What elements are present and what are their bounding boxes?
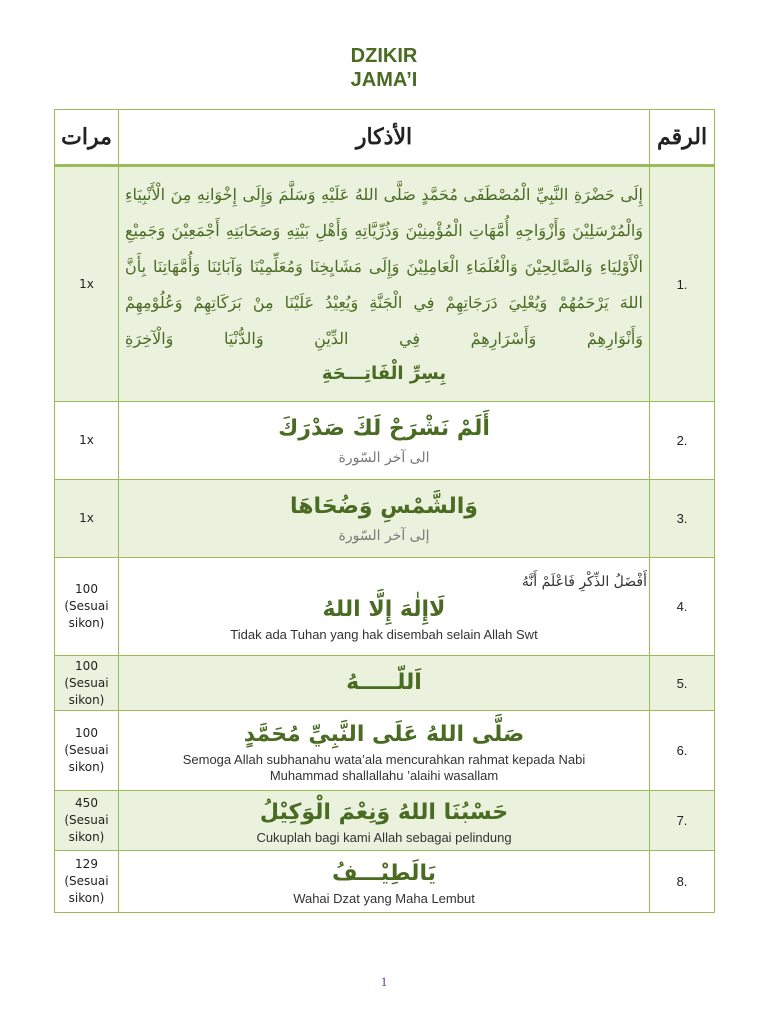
row-dhikr — [119, 656, 650, 711]
row-translation-line-1: Semoga Allah subhanahu wata’ala mencurahkan rahmat kepada Nabi — [182, 751, 586, 767]
row-dhikr — [119, 480, 650, 558]
row-count — [55, 711, 119, 791]
title-line-1: DZIKIR — [350, 45, 418, 67]
count-note: sikon) — [68, 891, 105, 905]
row-translation: Wahai Dzat yang Maha Lembut — [293, 890, 475, 906]
table-row — [55, 166, 715, 402]
count-note: (Sesuai — [64, 813, 109, 827]
row-dhikr — [119, 791, 650, 851]
row-arabic-main: وَالشَّمْسِ وَضُحَاهَا — [290, 493, 478, 519]
row-translation: Tidak ada Tuhan yang hak disembah selain Allah Swt — [230, 626, 538, 642]
row-arabic-main: أَلَمْ نَشْرَحْ لَكَ صَدْرَكَ — [278, 415, 490, 441]
table-row — [55, 402, 715, 480]
document-title — [0, 44, 768, 92]
row-count: 1x — [55, 480, 119, 558]
row-dhikr — [119, 166, 650, 402]
row-dhikr — [119, 711, 650, 791]
row-arabic-main: اَللّـــــهُ — [346, 670, 422, 695]
count-value: 129 — [75, 857, 98, 871]
row-arabic-intro: أَفْضَلُ الذِّكْرِ فَاعْلَمْ أَنَّهُ — [521, 573, 647, 590]
row-number: 5. — [650, 656, 715, 711]
row-arabic-note: الى آخر السّورة — [338, 449, 430, 466]
count-value: 100 — [75, 582, 98, 596]
count-note: (Sesuai — [64, 743, 109, 757]
row-number: 4. — [650, 558, 715, 656]
count-note: (Sesuai — [64, 675, 109, 690]
table-row — [55, 558, 715, 656]
row-arabic-long: إِلَى حَضْرَةِ النَّبِيِّ الْمُصْطَفَى مُحَمَّدٍ صَلَّى اللهُ عَلَيْهِ وَسَلَّمَ وَإِلَى إِخْوَانِهِ مِنَ الْأَنْبِيَاءِ وَالْمُرْسَلِيْنَ وَأَزْوَاجِهِ أُمَّهَاتِ الْمُؤْمِنِيْنَ وَذُرِّيَّاتِهِ وَأَهْلِ بَيْتِهِ وَصَحَابَتِهِ أَجْمَعِيْنَ وَجَمِيْعِ الْأَوْلِيَاءِ وَالصَّالِحِيْنَ وَالْعُلَمَاءِ الْعَامِلِيْنَ وَإِلَى مَشَايِخِنَا وَمُعَلِّمِيْنَا وَآبَائِنَا وَأُمَّهَاتِنَا بِأَنَّ اللهَ يَرْحَمُهُمْ وَيُعْلِيَ دَرَجَاتِهِمْ فِي الْجَنَّةِ وَيُعِيْدُ عَلَيْنَا مِنْ بَرَكَاتِهِمْ وَعُلُوْمِهِمْ وَأَنْوَارِهِمْ وَأَسْرَارِهِمْ فِي الدِّيْنِ وَالدُّنْيَا وَالْآخِرَةِ — [125, 185, 643, 348]
count-value: 100 — [75, 658, 98, 673]
count-note: sikon) — [68, 830, 105, 844]
row-number: 1. — [650, 166, 715, 402]
row-count: 1x — [55, 402, 119, 480]
row-dhikr — [119, 402, 650, 480]
row-count — [55, 851, 119, 913]
table-row — [55, 791, 715, 851]
row-number: 3. — [650, 480, 715, 558]
count-note: sikon) — [68, 692, 105, 707]
row-number: 6. — [650, 711, 715, 791]
row-number: 8. — [650, 851, 715, 913]
row-arabic-note: إلى آخر السّورة — [338, 527, 430, 544]
row-number: 2. — [650, 402, 715, 480]
row-arabic-main: يَالَطِيْـــفُ — [332, 860, 436, 886]
page-number: 1 — [380, 974, 388, 989]
table-header-row — [55, 110, 715, 166]
row-translation: Cukuplah bagi kami Allah sebagai pelindung — [256, 829, 512, 845]
row-count — [55, 558, 119, 656]
table-row — [55, 480, 715, 558]
count-note: sikon) — [68, 616, 105, 630]
dzikir-table — [54, 109, 715, 913]
table-row — [55, 851, 715, 913]
row-arabic-main: بِسِرِّ الْفَاتِـــحَةِ — [321, 363, 447, 384]
title-line-2: JAMA’I — [350, 69, 418, 91]
count-note: sikon) — [68, 760, 105, 774]
header-count: مرات — [55, 110, 119, 166]
count-value: 100 — [75, 726, 98, 740]
table-row — [55, 711, 715, 791]
count-note: (Sesuai — [64, 874, 109, 888]
count-value: 450 — [75, 796, 98, 810]
header-number: الرقم — [650, 110, 715, 166]
row-count — [55, 656, 119, 711]
table-row — [55, 656, 715, 711]
row-dhikr — [119, 851, 650, 913]
row-arabic-main: حَسْبُنَا اللهُ وَنِعْمَ الْوَكِيْلُ — [259, 799, 509, 825]
row-count — [55, 791, 119, 851]
header-dhikr: الأذكار — [119, 110, 650, 166]
count-note: (Sesuai — [64, 599, 109, 613]
row-arabic-main: صَلَّى اللهُ عَلَى النَّبِيِّ مُحَمَّدٍ — [243, 721, 525, 747]
row-number: 7. — [650, 791, 715, 851]
row-count: 1x — [55, 166, 119, 402]
row-translation-line-2: Muhammad shallallahu ’alaihi wasallam — [269, 767, 499, 783]
row-arabic-main: لَاإِلٰهَ إِلَّا اللهُ — [322, 596, 446, 622]
row-dhikr — [119, 558, 650, 656]
